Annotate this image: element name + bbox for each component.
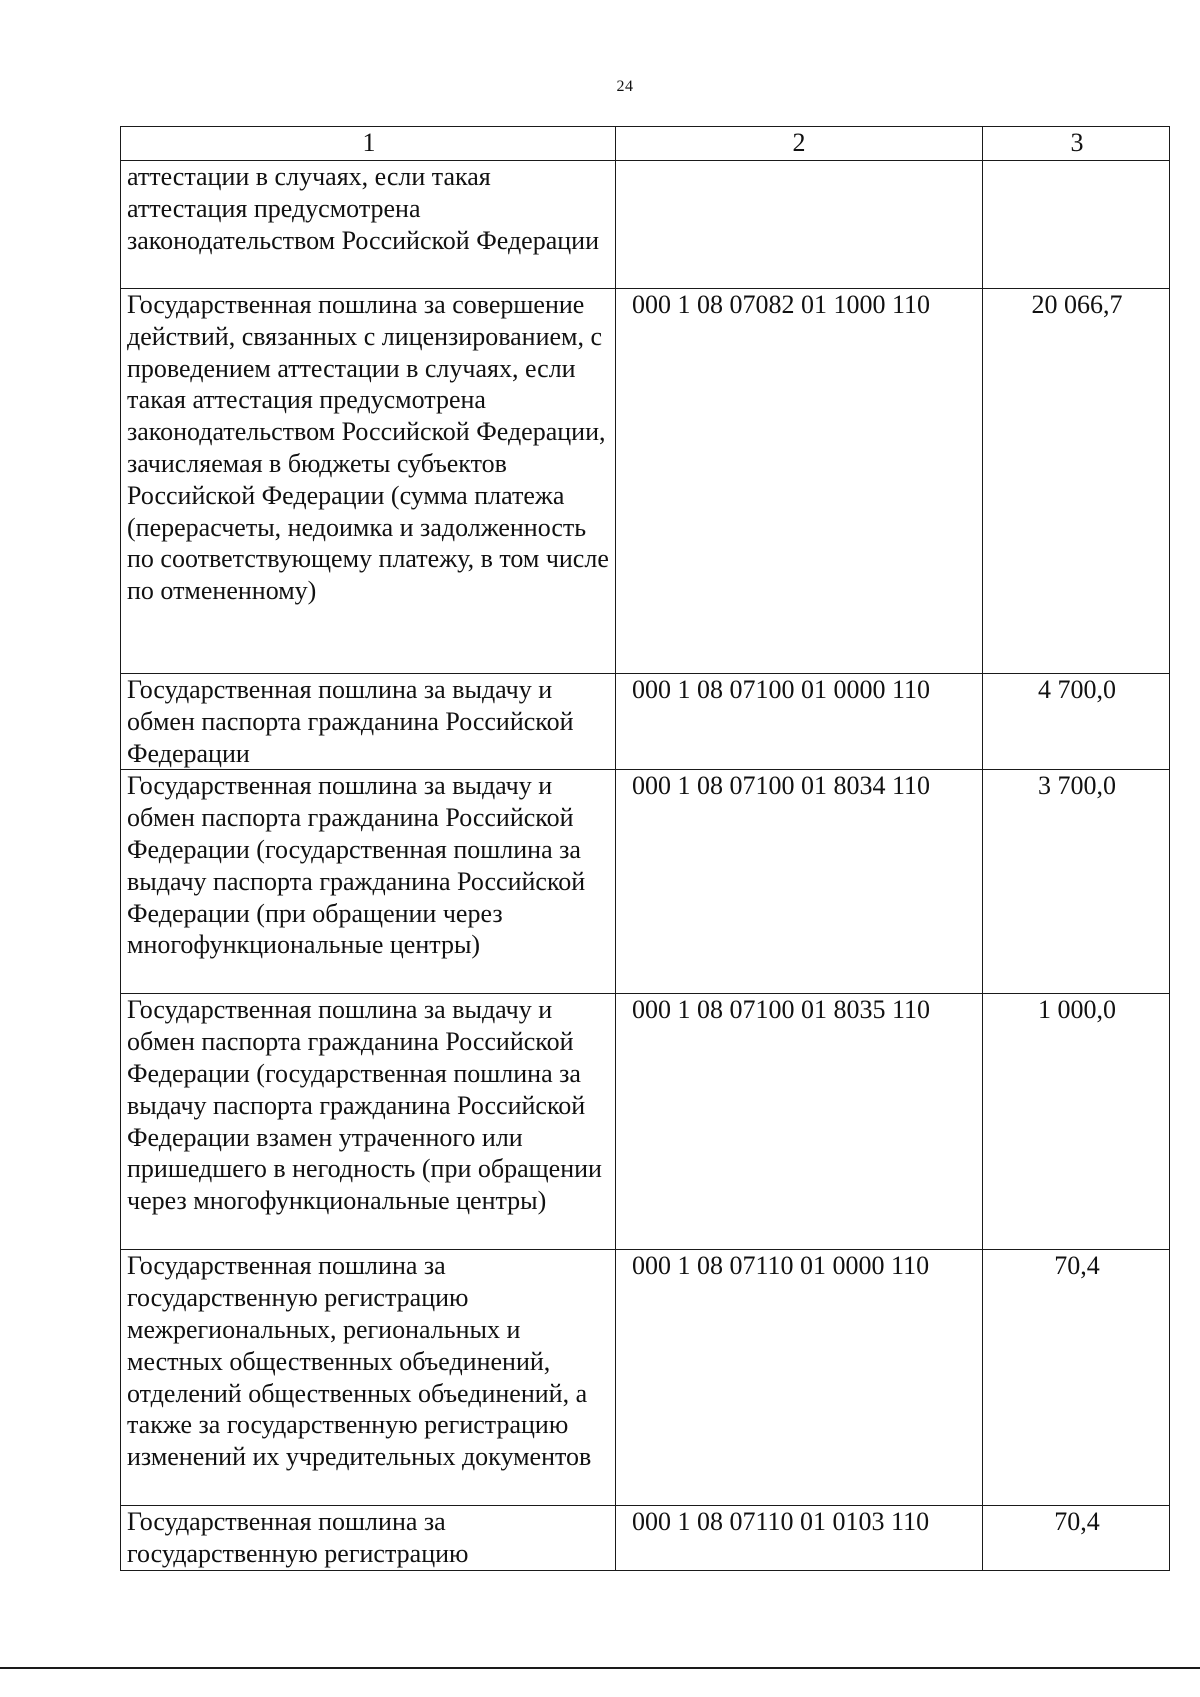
- table-header-row: [121, 127, 1170, 161]
- row-name-cell: Государственная пошлина за государственную регистрацию: [121, 1506, 616, 1571]
- row-sum-cell: 4 700,0: [983, 674, 1170, 770]
- page-number: 24: [616, 78, 634, 95]
- row-code-cell: 000 1 08 07100 01 8035 110: [616, 994, 983, 1250]
- table-row: [121, 289, 1170, 674]
- column-header-1: 1: [121, 127, 616, 161]
- row-code-cell: 000 1 08 07100 01 0000 110: [616, 674, 983, 770]
- column-header-3: 3: [983, 127, 1170, 161]
- row-name-cell: Государственная пошлина за совершение действий, связанных с лицензированием, с проведением аттестации в случаях, если такая аттестация предусмотрена законодательством Российской Федерации, зачисляемая в бюджеты субъектов Российской Федерации (сумма платежа (перерасчеты, недоимка и задолженность по соответствующему платежу, в том числе по отмененному): [121, 289, 616, 674]
- row-name-cell: Государственная пошлина за выдачу и обмен паспорта гражданина Российской Федерации (государственная пошлина за выдачу паспорта гражданина Российской Федерации взамен утраченного или пришедшего в негодность (при обращении через многофункциональные центры): [121, 994, 616, 1250]
- row-code-cell: 000 1 08 07100 01 8034 110: [616, 770, 983, 994]
- row-name-cell: аттестации в случаях, если такая аттестация предусмотрена законодательством Российской Федерации: [121, 161, 616, 289]
- row-name-cell: Государственная пошлина за выдачу и обмен паспорта гражданина Российской Федерации: [121, 674, 616, 770]
- table-row: [121, 1250, 1170, 1506]
- row-name-cell: Государственная пошлина за государственную регистрацию межрегиональных, региональных и местных общественных объединений, отделений общественных объединений, а также за государственную регистрацию изменений их учредительных документов: [121, 1250, 616, 1506]
- bottom-rule: [0, 1667, 1200, 1669]
- row-code-cell: 000 1 08 07110 01 0103 110: [616, 1506, 983, 1571]
- row-code-cell: 000 1 08 07082 01 1000 110: [616, 289, 983, 674]
- row-name-cell: Государственная пошлина за выдачу и обмен паспорта гражданина Российской Федерации (государственная пошлина за выдачу паспорта гражданина Российской Федерации (при обращении через многофункциональные центры): [121, 770, 616, 994]
- row-sum-cell: 1 000,0: [983, 994, 1170, 1250]
- row-sum-cell: 20 066,7: [983, 289, 1170, 674]
- table-row: [121, 1506, 1170, 1571]
- row-code-cell: 000 1 08 07110 01 0000 110: [616, 1250, 983, 1506]
- table-row: [121, 994, 1170, 1250]
- table-row: [121, 161, 1170, 289]
- budget-revenue-table: [120, 126, 1170, 1571]
- table-row: [121, 674, 1170, 770]
- column-header-2: 2: [616, 127, 983, 161]
- table-row: [121, 770, 1170, 994]
- row-sum-cell: [983, 161, 1170, 289]
- row-code-cell: [616, 161, 983, 289]
- row-sum-cell: 70,4: [983, 1506, 1170, 1571]
- row-sum-cell: 3 700,0: [983, 770, 1170, 994]
- row-sum-cell: 70,4: [983, 1250, 1170, 1506]
